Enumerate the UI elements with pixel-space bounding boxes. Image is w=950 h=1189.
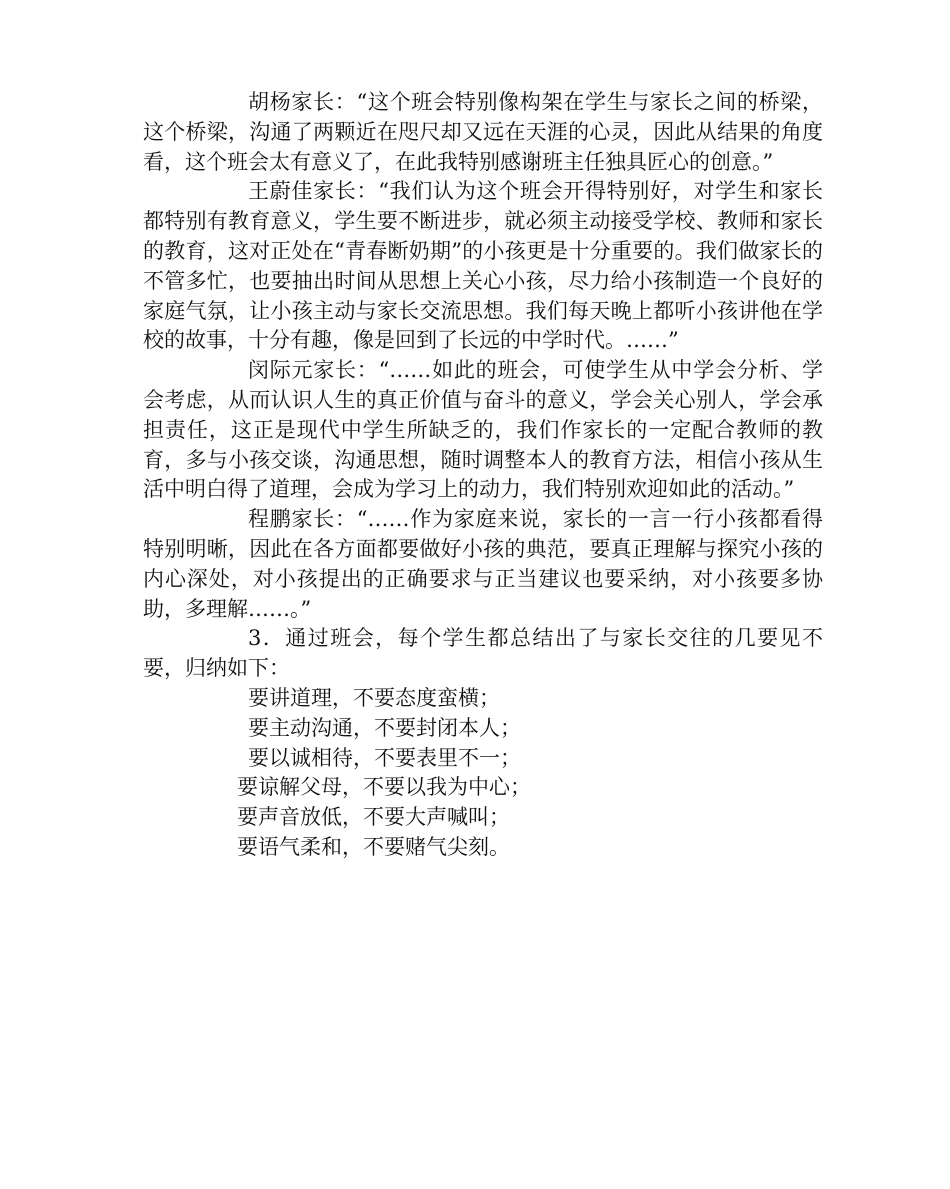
list-item: 要以诚相待，不要表里不一；	[248, 745, 521, 770]
list-item: 要主动沟通，不要封闭本人；	[248, 715, 521, 740]
list-item: 要语气柔和，不要赌气尖刻。	[237, 834, 510, 859]
paragraph-wang-weijia: 王蔚佳家长：“我们认为这个班会开得特别好，对学生和家长都特别有教育意义，学生要不断进步，就必须主动接受学校、教师和家长的教育，这对正处在“青春断奶期”的小孩更是十分重要的。我们做家长的不管多忙，也要抽出时间从思想上关心小孩，尽力给小孩制造一个良好的家庭气氛，让小孩主动与家长交流思想。我们每天晚上都听小孩讲他在学校的故事，十分有趣，像是回到了长远的中学时代。……”	[143, 179, 823, 353]
paragraph-summary-intro: 3．通过班会，每个学生都总结出了与家长交往的几要见不要，归纳如下：	[143, 626, 823, 681]
paragraph-min-jiyuan: 闵际元家长：“……如此的班会，可使学生从中学会分析、学会考虑，从而认识人生的真正价值与奋斗的意义，学会关心别人，学会承担责任，这正是现代中学生所缺乏的，我们作家长的一定配合教师的教育，多与小孩交谈，沟通思想，随时调整本人的教育方法，相信小孩从生活中明白得了道理，会成为学习上的动力，我们特别欢迎如此的活动。”	[143, 358, 823, 502]
paragraph-hu-yang: 胡杨家长：“这个班会特别像构架在学生与家长之间的桥梁，这个桥梁，沟通了两颗近在咫尺却又远在天涯的心灵，因此从结果的角度看，这个班会太有意义了，在此我特别感谢班主任独具匠心的创意。”	[143, 90, 823, 174]
list-item: 要声音放低，不要大声喊叫；	[237, 805, 510, 830]
paragraph-cheng-peng: 程鹏家长：“……作为家庭来说，家长的一言一行小孩都看得特别明晰，因此在各方面都要做好小孩的典范，要真正理解与探究小孩的内心深处，对小孩提出的正确要求与正当建议也要采纳，对小孩要多协助，多理解……。”	[143, 507, 823, 621]
list-item: 要谅解父母，不要以我为中心；	[237, 775, 531, 800]
dos-and-donts-list	[143, 684, 823, 863]
list-item: 要讲道理，不要态度蛮横；	[248, 685, 500, 710]
document-page	[143, 88, 823, 863]
